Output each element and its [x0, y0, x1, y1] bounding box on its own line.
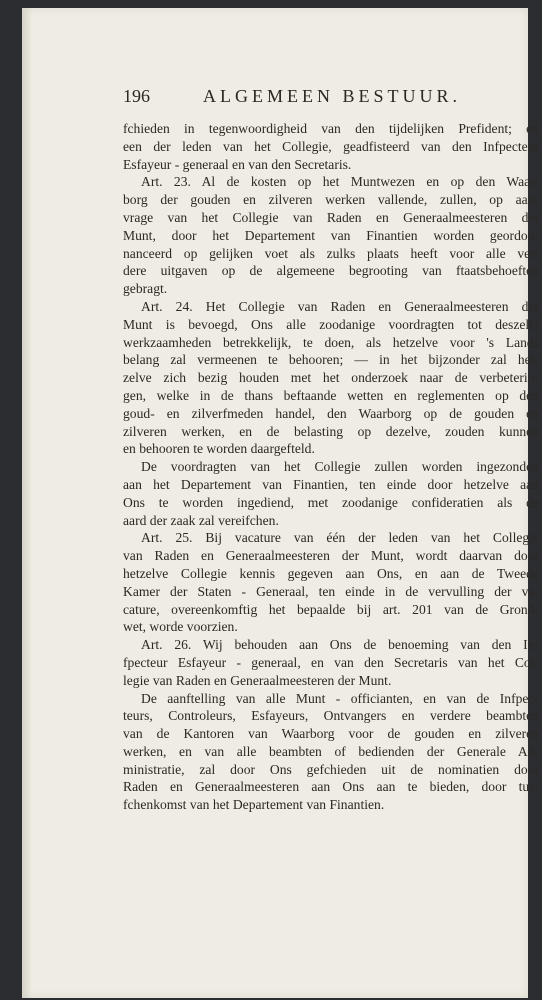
- text-line: fchieden in tegenwoordigheid van den tijdelijken Prefident; en: [123, 121, 539, 136]
- book-page: [22, 8, 539, 998]
- text-line: en behooren te worden daargefteld.: [123, 441, 315, 457]
- body-text: [123, 120, 539, 814]
- text-line: hetzelve Collegie kennis gegeven aan Ons, en aan de Tweede: [123, 565, 539, 581]
- text-line: van de Kantoren van Waarborg voor de gouden en zilveren: [123, 726, 539, 742]
- text-line: wet, worde voorzien.: [123, 619, 238, 635]
- text-line: De aanftelling van alle Munt - officianten, en van de Infpec-: [141, 690, 539, 706]
- text-line: goud- en zilverfmeden handel, den Waarborg op de gouden en: [123, 405, 539, 421]
- text-line: een der leden van het Collegie, geadfisteerd van den Infpecteur: [123, 138, 539, 154]
- text-line: aard der zaak zal vereifchen.: [123, 512, 279, 528]
- text-line: van Raden en Generaalmeesteren der Munt, wordt daarvan door: [123, 548, 539, 564]
- text-line: Raden en Generaalmeesteren aan Ons aan te bieden, door tus-: [123, 779, 539, 795]
- text-line: werken, en van alle beambten of bedienden der Generale Ad-: [123, 743, 539, 759]
- text-line: dere uitgaven op de algemeene begrooting van ftaatsbehoeften: [123, 263, 539, 279]
- page-gutter-shadow: [22, 8, 32, 998]
- text-line: Munt is bevoegd, Ons alle zoodanige voordragten tot deszelfs: [123, 316, 539, 332]
- text-line: cature, overeenkomftig het bepaalde bij art. 201 van de Grond-: [123, 601, 539, 617]
- text-line: nanceerd op gelijken voet als zulks plaats heeft voor alle ver-: [123, 245, 539, 261]
- text-line: Munt, door het Departement van Finantien worden geordon-: [123, 227, 539, 243]
- text-line: werkzaamheden betrekkelijk, te doen, als hetzelve voor 's Lands: [123, 334, 539, 350]
- text-line: Art. 25. Bij vacature van één der leden van het Collegie: [141, 530, 539, 546]
- text-line: Art. 24. Het Collegie van Raden en Generaalmeesteren der: [141, 298, 539, 314]
- text-line: borg der gouden en zilveren werken vallende, zullen, op aan-: [123, 192, 539, 208]
- text-line: Ons te worden ingediend, met zoodanige confideratien als de: [123, 494, 539, 510]
- page-number: 196: [123, 86, 150, 106]
- text-line: gebragt.: [123, 281, 168, 297]
- text-line: Esfayeur - generaal en van den Secretaris.: [123, 156, 352, 172]
- text-line: belang zal vermeenen te behooren; — in het bijzonder zal het-: [123, 352, 539, 368]
- text-line: ministratie, zal door Ons gefchieden uit de nominatien door: [123, 761, 539, 777]
- text-line: aan het Departement van Finantien, ten einde door hetzelve aan: [123, 476, 539, 492]
- text-line: fpecteur Esfayeur - generaal, en van den Secretaris van het Col-: [123, 654, 539, 670]
- text-line: vrage van het Collegie van Raden en Generaalmeesteren der: [123, 209, 539, 225]
- text-line: gen, welke in de thans beftaande wetten en reglementen op den: [123, 387, 539, 403]
- text-line: De voordragten van het Collegie zullen worden ingezonden: [141, 459, 539, 475]
- text-line: Art. 26. Wij behouden aan Ons de benoeming van den In-: [141, 637, 539, 653]
- text-line: zelve zich bezig houden met het onderzoek naar de verbeterin-: [123, 370, 539, 386]
- text-line: legie van Raden en Generaalmeesteren der Munt.: [123, 672, 392, 688]
- text-line: fchenkomst van het Departement van Finantien.: [123, 797, 385, 813]
- text-line: zilveren werken, en de belasting op dezelve, zouden kunnen: [123, 423, 539, 439]
- text-line: teurs, Controleurs, Esfayeurs, Ontvangers en verdere beambten: [123, 708, 539, 724]
- running-title: ALGEMEEN BESTUUR.: [203, 86, 461, 106]
- page-header: [123, 86, 542, 110]
- text-line: Art. 23. Al de kosten op het Muntwezen en op den Waar-: [141, 174, 539, 190]
- text-line: Kamer der Staten - Generaal, ten einde in de vervulling der va-: [123, 583, 539, 599]
